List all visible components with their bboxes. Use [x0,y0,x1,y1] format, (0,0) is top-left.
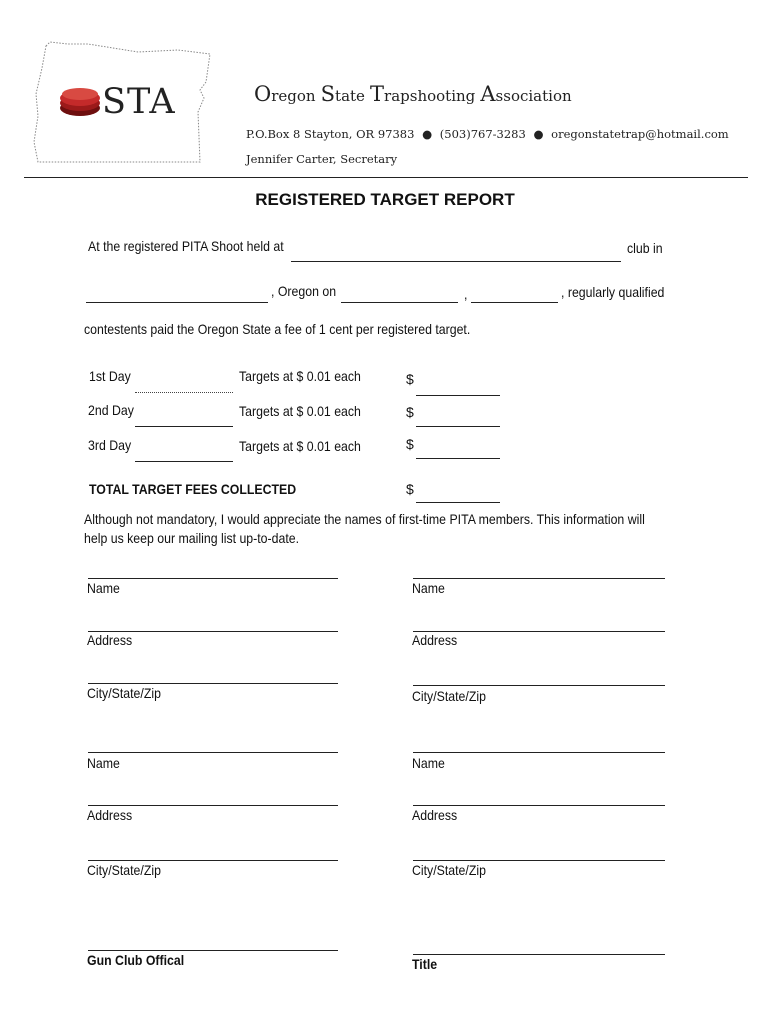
logo-text: STA [102,82,176,122]
name-label: Name [87,580,120,596]
city-state-zip-field[interactable] [88,683,338,684]
day-targets-field[interactable] [135,392,233,393]
intro-qualified: , regularly qualified [561,284,665,300]
intro-comma: , [464,286,468,302]
currency-sign: $ [406,404,414,420]
total-label: TOTAL TARGET FEES COLLECTED [89,481,297,497]
city-state-zip-field[interactable] [413,860,665,861]
note-line-1: Although not mandatory, I would appreciate the names of first-time PITA members. This information will [84,511,645,527]
day-label: 3rd Day [88,437,132,453]
name-field[interactable] [88,752,338,753]
address-label: Address [87,807,133,823]
address-label: Address [87,632,133,648]
day-rate: Targets at $ 0.01 each [239,368,361,384]
year-field[interactable] [471,302,558,303]
total-fee-field[interactable] [416,502,500,503]
city-state-zip-label: City/State/Zip [412,862,486,878]
header-divider [24,177,748,178]
city-state-zip-label: City/State/Zip [87,685,161,701]
city-state-zip-label: City/State/Zip [87,862,161,878]
intro-text-2: contestents paid the Oregon State a fee of 1 cent per registered target. [84,321,471,337]
address-field[interactable] [88,805,338,806]
intro-club-in: club in [627,240,663,256]
city-field[interactable] [86,302,268,303]
name-label: Name [87,755,120,771]
secretary-text: Jennifer Carter, Secretary [246,152,398,166]
contact-line [246,127,729,141]
official-label: Gun Club Offical [87,952,185,968]
day-label: 2nd Day [88,402,134,418]
intro-text-1: At the registered PITA Shoot held at [88,238,284,254]
city-state-zip-field[interactable] [413,685,665,686]
title-field[interactable] [413,954,665,955]
day-fee-field[interactable] [416,458,500,459]
form-title: REGISTERED TARGET REPORT [255,190,515,209]
bullet-icon: ● [533,127,544,141]
assoc-word-association: Association [480,82,572,106]
assoc-word-state: State [320,82,365,106]
day-rate: Targets at $ 0.01 each [239,438,361,454]
name-field[interactable] [413,578,665,579]
city-state-zip-label: City/State/Zip [412,688,486,704]
address-field[interactable] [413,805,665,806]
assoc-word-trapshooting: Trapshooting [370,82,476,106]
currency-sign: $ [406,481,414,497]
name-field[interactable] [413,752,665,753]
official-signature-field[interactable] [88,950,338,951]
name-label: Name [412,580,445,596]
intro-oregon-on: , Oregon on [271,283,337,299]
day-fee-field[interactable] [416,395,500,396]
date-field[interactable] [341,302,458,303]
bullet-icon: ● [422,127,433,141]
note-line-2: help us keep our mailing list up-to-date. [84,530,300,546]
day-targets-field[interactable] [135,461,233,462]
shoot-location-field[interactable] [291,261,621,262]
assoc-word-oregon: Oregon [254,82,316,106]
city-state-zip-field[interactable] [88,860,338,861]
association-name [254,82,572,106]
address-text: P.O.Box 8 Stayton, OR 97383 [246,127,415,141]
phone-text: (503)767-3283 [439,127,526,141]
day-targets-field[interactable] [135,426,233,427]
email-text: oregonstatetrap@hotmail.com [551,127,729,141]
address-label: Address [412,632,458,648]
currency-sign: $ [406,436,414,452]
title-label: Title [412,956,438,972]
name-label: Name [412,755,445,771]
day-label: 1st Day [89,368,131,384]
address-label: Address [412,807,458,823]
day-fee-field[interactable] [416,426,500,427]
day-rate: Targets at $ 0.01 each [239,403,361,419]
currency-sign: $ [406,371,414,387]
name-field[interactable] [88,578,338,579]
